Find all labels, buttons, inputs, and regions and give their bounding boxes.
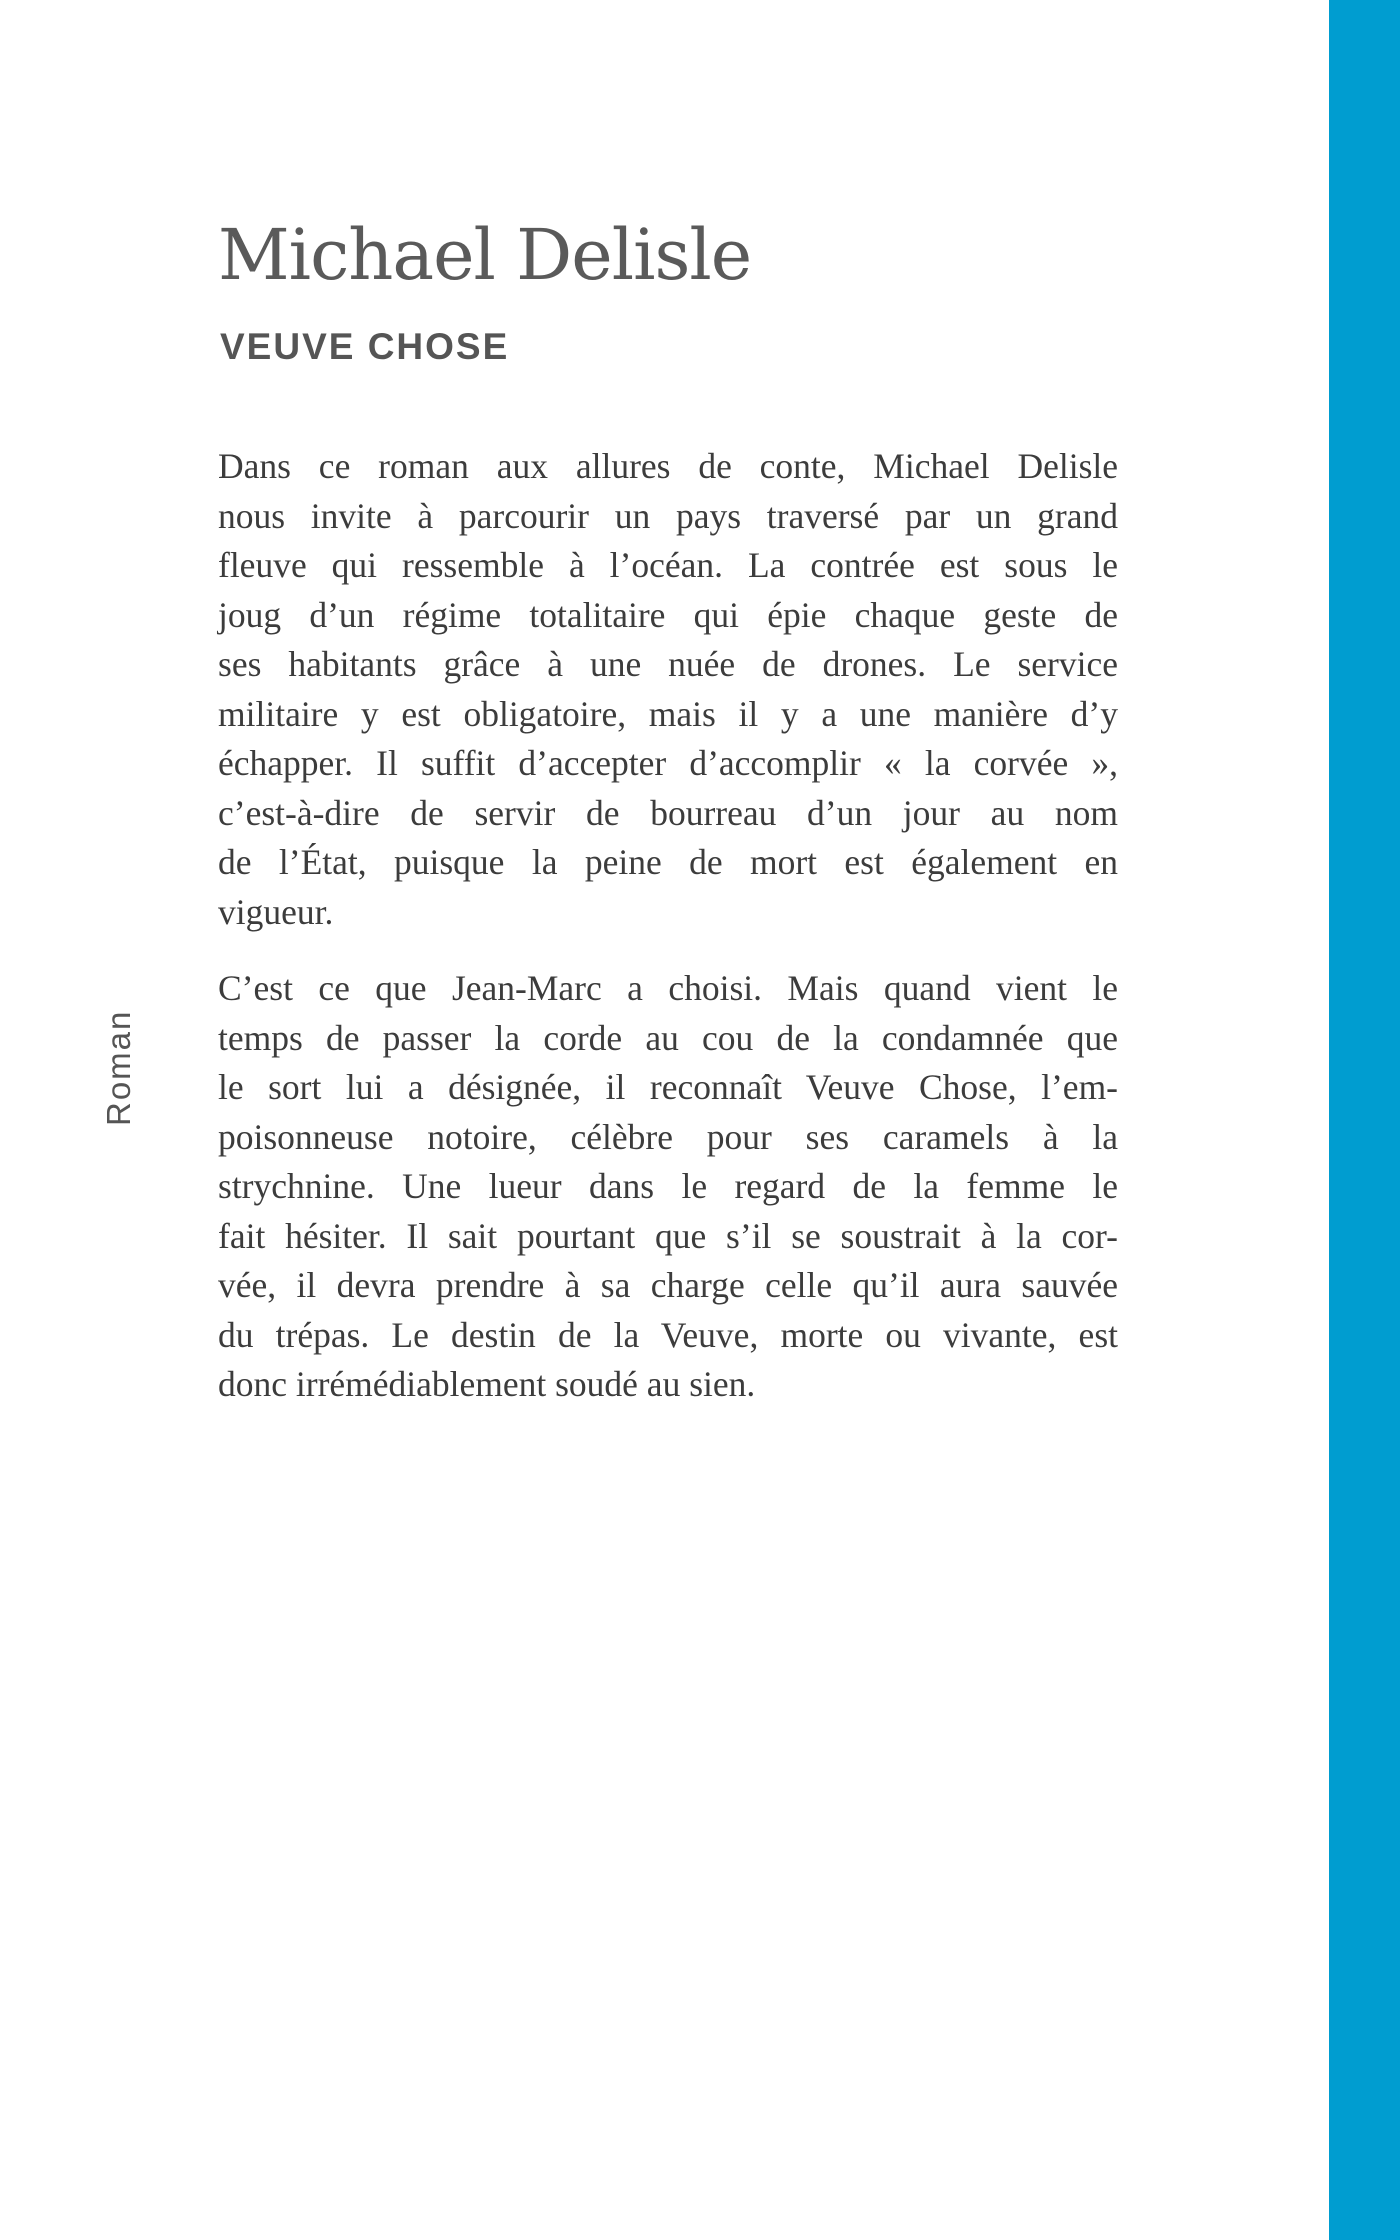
blurb-line: échapper. Il suffit d’accepter d’accomplir « la corvée », (218, 743, 1118, 783)
blurb-line: joug d’un régime totalitaire qui épie chaque geste de (218, 594, 1118, 635)
spine-color-band (1329, 0, 1400, 2240)
blurb-line: donc irrémédiablement soudé au sien. (218, 1364, 756, 1404)
book-title: VEUVE CHOSE (220, 326, 510, 367)
blurb-line: strychnine. Une lueur dans le regard de la femme le (218, 1166, 1118, 1206)
blurb-line: ses habitants grâce à une nuée de drones. Le service (218, 644, 1118, 684)
blurb-line: vigueur. (218, 891, 334, 932)
blurb-line: vée, il devra prendre à sa charge celle qu’il aura sauvée (218, 1265, 1118, 1305)
blurb-line: de l’État, puisque la peine de mort est également en (218, 842, 1118, 882)
blurb-line: Dans ce roman aux allures de conte, Michael Delisle (218, 446, 1118, 486)
blurb-line: c’est-à-dire de servir de bourreau d’un jour au nom (218, 792, 1118, 833)
genre-label: Roman (100, 1009, 137, 1126)
blurb (218, 442, 1118, 1437)
blurb-line: fleuve qui ressemble à l’océan. La contrée est sous le (218, 545, 1118, 585)
blurb-line: C’est ce que Jean-Marc a choisi. Mais quand vient le (218, 968, 1118, 1008)
blurb-line: temps de passer la corde au cou de la condamnée que (218, 1017, 1118, 1058)
blurb-paragraph-2 (218, 964, 1118, 1410)
blurb-line: le sort lui a désignée, il reconnaît Veuve Chose, l’em- (218, 1067, 1118, 1107)
blurb-line: nous invite à parcourir un pays traversé par un grand (218, 495, 1118, 536)
blurb-line: fait hésiter. Il sait pourtant que s’il se soustrait à la cor- (218, 1215, 1118, 1256)
blurb-line: du trépas. Le destin de la Veuve, morte ou vivante, est (218, 1314, 1118, 1355)
author-name: Michael Delisle (218, 214, 752, 296)
blurb-line: poisonneuse notoire, célèbre pour ses caramels à la (218, 1116, 1118, 1157)
blurb-line: militaire y est obligatoire, mais il y a une manière d’y (218, 693, 1118, 734)
blurb-paragraph-1 (218, 442, 1118, 937)
